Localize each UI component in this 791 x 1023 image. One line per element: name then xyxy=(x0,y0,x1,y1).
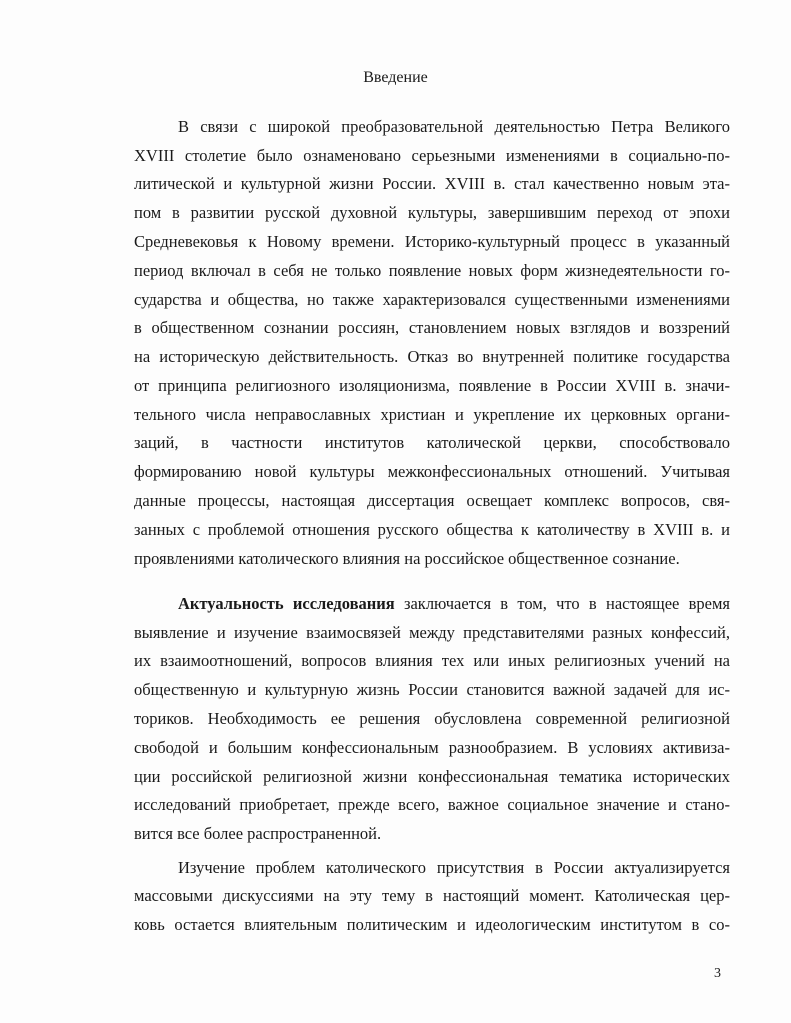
text-line: занных с проблемой отношения русского общества к католичеству в XVIII в. и xyxy=(134,520,730,539)
text-line: XVIII столетие было ознаменовано серьезными изменениями в социально-по- xyxy=(134,146,730,165)
text-line: вится все более распространенной. xyxy=(134,824,382,843)
bold-lead: Актуальность исследования xyxy=(178,594,395,613)
text-line: ториков. Необходимость ее решения обусловлена современной религиозной xyxy=(134,709,730,728)
text-line: ковь остается влиятельным политическим и идеологическим институтом в со- xyxy=(134,915,730,934)
text-line: их взаимоотношений, вопросов влияния тех или иных религиозных учений на xyxy=(134,651,730,670)
page-number: 3 xyxy=(714,966,721,981)
text-line: ции российской религиозной жизни конфессиональная тематика исторических xyxy=(134,767,730,786)
text-line: общественную и культурную жизнь России становится важной задачей для ис- xyxy=(134,680,730,699)
text-line: в общественном сознании россиян, становлением новых взглядов и воззрений xyxy=(134,318,730,337)
text-line: на историческую действительность. Отказ во внутренней политике государства xyxy=(134,347,730,366)
text-line: массовыми дискуссиями на эту тему в настоящий момент. Католическая цер- xyxy=(134,886,730,905)
text-line: проявлениями католического влияния на российское общественное сознание. xyxy=(134,549,680,568)
text-line: Средневековья к Новому времени. Историко-культурный процесс в указанный xyxy=(134,232,730,251)
text-line: литической и культурной жизни России. XVIII в. стал качественно новым эта- xyxy=(134,174,730,193)
text-span: заключается в том, что в настоящее время xyxy=(394,594,730,613)
text-line: В связи с широкой преобразовательной деятельностью Петра Великого xyxy=(178,117,730,136)
text-line: формированию новой культуры межконфессиональных отношений. Учитывая xyxy=(134,462,730,481)
text-line: Изучение проблем католического присутствия в России актуализируется xyxy=(178,858,730,877)
page-title: Введение xyxy=(363,69,428,86)
text-line: от принципа религиозного изоляционизма, появление в России XVIII в. значи- xyxy=(134,376,730,395)
text-line: тельного числа неправославных христиан и укрепление их церковных органи- xyxy=(134,405,730,424)
text-line: выявление и изучение взаимосвязей между представителями разных конфессий, xyxy=(134,623,730,642)
text-line: пом в развитии русской духовной культуры, завершившим переход от эпохи xyxy=(134,203,730,222)
text-line: данные процессы, настоящая диссертация освещает комплекс вопросов, свя- xyxy=(134,491,730,510)
text-line: заций, в частности институтов католической церкви, способствовало xyxy=(134,433,730,452)
text-line: период включал в себя не только появление новых форм жизнедеятельности го- xyxy=(134,261,730,280)
text-line xyxy=(178,593,730,615)
text-line: сударства и общества, но также характеризовался существенными изменениями xyxy=(134,290,730,309)
text-line: исследований приобретает, прежде всего, важное социальное значение и стано- xyxy=(134,795,730,814)
text-line: свободой и большим конфессиональным разнообразием. В условиях активиза- xyxy=(134,738,730,757)
